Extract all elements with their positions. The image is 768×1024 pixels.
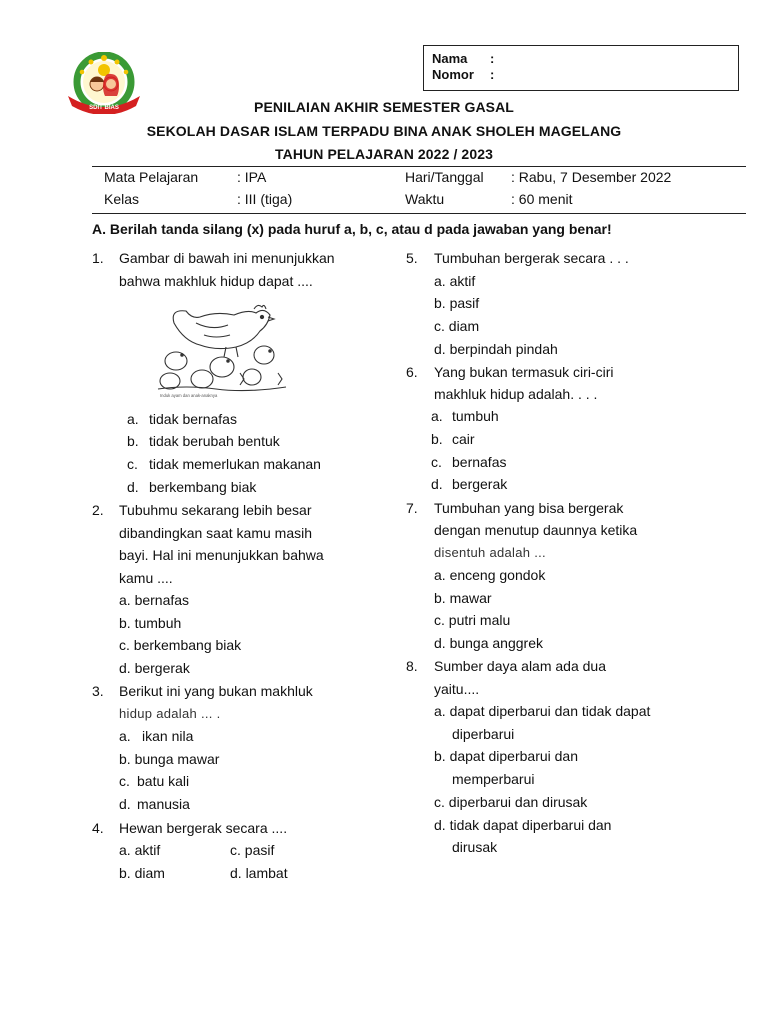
exam-title: PENILAIAN AKHIR SEMESTER GASAL	[254, 99, 514, 115]
q3-b: b. bunga mawar	[119, 751, 220, 767]
q3-d: manusia	[137, 796, 190, 812]
hen-chicks-illustration	[156, 303, 298, 399]
q6-b-key: b.	[431, 431, 443, 447]
q7-b: b. mawar	[434, 590, 492, 606]
q8-b-line2: memperbarui	[452, 771, 535, 787]
q6-c-key: c.	[431, 454, 442, 470]
q2-c: c. berkembang biak	[119, 637, 242, 653]
q8-c: c. diperbarui dan dirusak	[434, 794, 588, 810]
q5-d: d. berpindah pindah	[434, 341, 558, 357]
identity-box	[423, 45, 739, 91]
q2-text-1: Tubuhmu sekarang lebih besar	[119, 502, 312, 518]
q7-d: d. bunga anggrek	[434, 635, 543, 651]
q4-text-1: Hewan bergerak secara ....	[119, 820, 288, 836]
q6-text-1: Yang bukan termasuk ciri-ciri	[434, 364, 614, 380]
subject-value: : IPA	[237, 169, 267, 185]
q6-d: bergerak	[452, 476, 508, 492]
q3-a: ikan nila	[142, 728, 194, 744]
q5-number: 5.	[406, 250, 418, 266]
q3-text-1: Berikut ini yang bukan makhluk	[119, 683, 313, 699]
q5-text-1: Tumbuhan bergerak secara . . .	[434, 250, 629, 266]
q6-d-key: d.	[431, 476, 443, 492]
q4-d: d. lambat	[230, 865, 288, 881]
q4-b: b. diam	[119, 865, 165, 881]
q8-number: 8.	[406, 658, 418, 674]
day-date-label: Hari/Tanggal	[405, 169, 484, 185]
q2-d: d. bergerak	[119, 660, 190, 676]
q3-a-key: a.	[119, 728, 131, 744]
q4-number: 4.	[92, 820, 104, 836]
q7-text-2: dengan menutup daunnya ketika	[434, 522, 638, 538]
q1-text-2: bahwa makhluk hidup dapat ....	[119, 273, 313, 289]
q3-c: batu kali	[137, 773, 190, 789]
q2-text-4: kamu ....	[119, 570, 173, 586]
q8-text-2: yaitu....	[434, 681, 480, 697]
q8-a-line2: diperbarui	[452, 726, 515, 742]
q6-a-key: a.	[431, 408, 443, 424]
q6-text-2: makhluk hidup adalah. . . .	[434, 386, 598, 402]
q8-d-line1: d. tidak dapat diperbarui dan	[434, 817, 612, 833]
subject-label: Mata Pelajaran	[104, 169, 199, 185]
q1-text-1: Gambar di bawah ini menunjukkan	[119, 250, 335, 266]
q1-c-key: c.	[127, 456, 138, 472]
nomor-label: Nomor	[432, 67, 474, 82]
class-value: : III (tiga)	[237, 191, 293, 207]
day-date-value: : Rabu, 7 Desember 2022	[511, 169, 672, 185]
q2-number: 2.	[92, 502, 104, 518]
divider-top	[92, 166, 746, 167]
q1-a-key: a.	[127, 411, 139, 427]
q1-d: berkembang biak	[149, 479, 257, 495]
q6-a: tumbuh	[452, 408, 499, 424]
q8-a-line1: a. dapat diperbarui dan tidak dapat	[434, 703, 651, 719]
q1-b: tidak berubah bentuk	[149, 433, 280, 449]
q2-a: a. bernafas	[119, 592, 190, 608]
q2-b: b. tumbuh	[119, 615, 182, 631]
q5-b: b. pasif	[434, 295, 480, 311]
q6-b: cair	[452, 431, 475, 447]
q8-text-1: Sumber daya alam ada dua	[434, 658, 606, 674]
q5-c: c. diam	[434, 318, 480, 334]
q1-number: 1.	[92, 250, 104, 266]
logo-text: SDIT BIAS	[89, 105, 119, 111]
time-label: Waktu	[405, 191, 445, 207]
nama-colon: :	[490, 51, 495, 66]
q1-a: tidak bernafas	[149, 411, 237, 427]
time-value: : 60 menit	[511, 191, 573, 207]
q3-text-2: hidup adalah ... .	[119, 706, 221, 721]
nama-label: Nama	[432, 51, 468, 66]
q4-c: c. pasif	[230, 842, 275, 858]
q2-text-2: dibandingkan saat kamu masih	[119, 525, 313, 541]
q1-d-key: d.	[127, 479, 139, 495]
school-name: SEKOLAH DASAR ISLAM TERPADU BINA ANAK SHOLEH MAGELANG	[146, 123, 622, 139]
academic-year: TAHUN PELAJARAN 2022 / 2023	[275, 146, 493, 162]
illustration-caption: Induk ayam dan anak-anaknya	[160, 393, 218, 398]
section-a-instruction: A. Berilah tanda silang (x) pada huruf a, b, c, atau d pada jawaban yang benar!	[92, 221, 612, 237]
q1-b-key: b.	[127, 433, 139, 449]
divider-bottom	[92, 213, 746, 214]
q1-c: tidak memerlukan makanan	[149, 456, 321, 472]
nomor-colon: :	[490, 67, 495, 82]
q3-d-key: d.	[119, 796, 131, 812]
q7-number: 7.	[406, 500, 418, 516]
q8-d-line2: dirusak	[452, 839, 498, 855]
q3-c-key: c.	[119, 773, 130, 789]
q2-text-3: bayi. Hal ini menunjukkan bahwa	[119, 547, 324, 563]
q3-number: 3.	[92, 683, 104, 699]
q5-a: a. aktif	[434, 273, 476, 289]
q6-number: 6.	[406, 364, 418, 380]
q7-c: c. putri malu	[434, 612, 511, 628]
q7-text-3: disentuh adalah ...	[434, 545, 546, 560]
q7-text-1: Tumbuhan yang bisa bergerak	[434, 500, 624, 516]
q4-a: a. aktif	[119, 842, 161, 858]
class-label: Kelas	[104, 191, 140, 207]
q7-a: a. enceng gondok	[434, 567, 546, 583]
q6-c: bernafas	[452, 454, 507, 470]
q8-b-line1: b. dapat diperbarui dan	[434, 748, 578, 764]
